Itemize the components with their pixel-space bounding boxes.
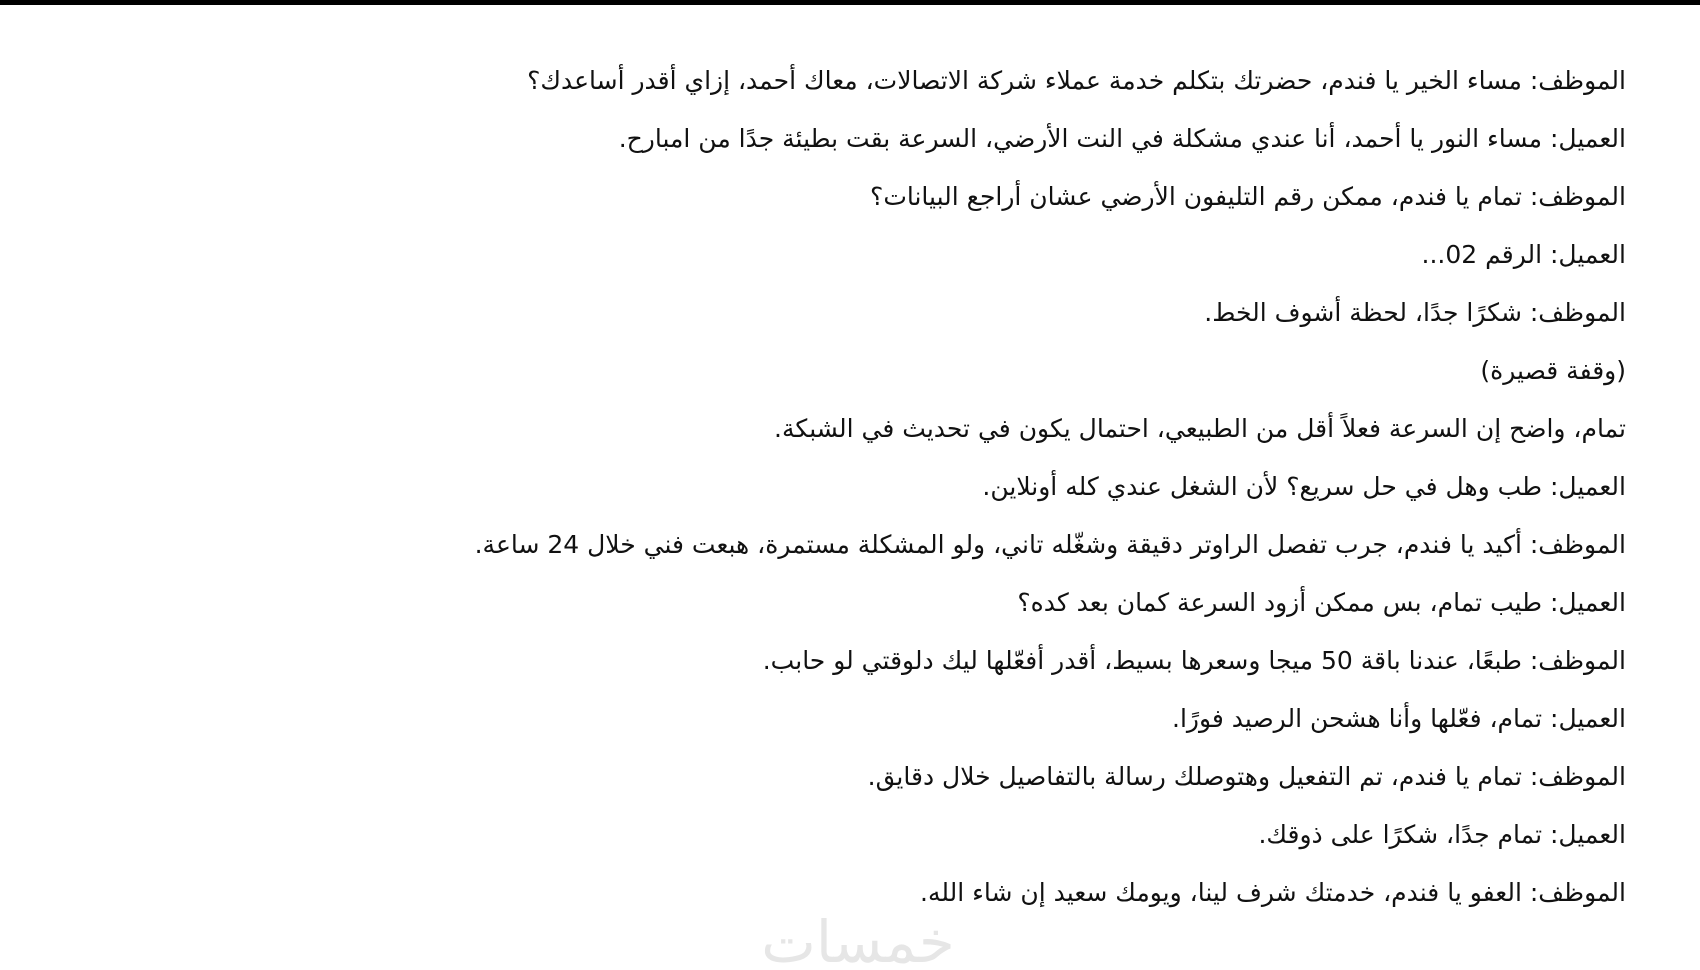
transcript-line: (وقفة قصيرة) xyxy=(1480,356,1626,385)
transcript-line: الموظف: شكرًا جدًا، لحظة أشوف الخط. xyxy=(1204,298,1626,327)
transcript-line: العميل: طب وهل في حل سريع؟ لأن الشغل عندي كله أونلاين. xyxy=(982,472,1626,501)
transcript-line: الموظف: طبعًا، عندنا باقة 50 ميجا وسعرها بسيط، أقدر أفعّلها ليك دلوقتي لو حابب. xyxy=(762,646,1626,675)
top-border xyxy=(0,0,1700,5)
dialogue-transcript xyxy=(66,52,1626,922)
transcript-line: الموظف: العفو يا فندم، خدمتك شرف لينا، ويومك سعيد إن شاء الله. xyxy=(920,878,1626,907)
watermark-logo: خمسات xyxy=(761,908,955,970)
transcript-line: العميل: طيب تمام، بس ممكن أزود السرعة كمان بعد كده؟ xyxy=(1017,588,1626,617)
transcript-line: الموظف: أكيد يا فندم، جرب تفصل الراوتر دقيقة وشغّله تاني، ولو المشكلة مستمرة، هبعت فني خلال 24 ساعة. xyxy=(474,530,1626,559)
transcript-line: الموظف: تمام يا فندم، ممكن رقم التليفون الأرضي عشان أراجع البيانات؟ xyxy=(870,182,1626,211)
transcript-line: الموظف: تمام يا فندم، تم التفعيل وهتوصلك رسالة بالتفاصيل خلال دقايق. xyxy=(867,762,1626,791)
transcript-line: العميل: تمام جدًا، شكرًا على ذوقك. xyxy=(1258,820,1626,849)
transcript-line: تمام، واضح إن السرعة فعلاً أقل من الطبيعي، احتمال يكون في تحديث في الشبكة. xyxy=(774,414,1626,443)
transcript-line: العميل: الرقم 02... xyxy=(1421,240,1626,269)
transcript-line: الموظف: مساء الخير يا فندم، حضرتك بتكلم خدمة عملاء شركة الاتصالات، معاك أحمد، إزاي أقدر أساعدك؟ xyxy=(527,66,1626,95)
transcript-line: العميل: مساء النور يا أحمد، أنا عندي مشكلة في النت الأرضي، السرعة بقت بطيئة جدًا من امبارح. xyxy=(618,124,1626,153)
transcript-line: العميل: تمام، فعّلها وأنا هشحن الرصيد فورًا. xyxy=(1172,704,1626,733)
